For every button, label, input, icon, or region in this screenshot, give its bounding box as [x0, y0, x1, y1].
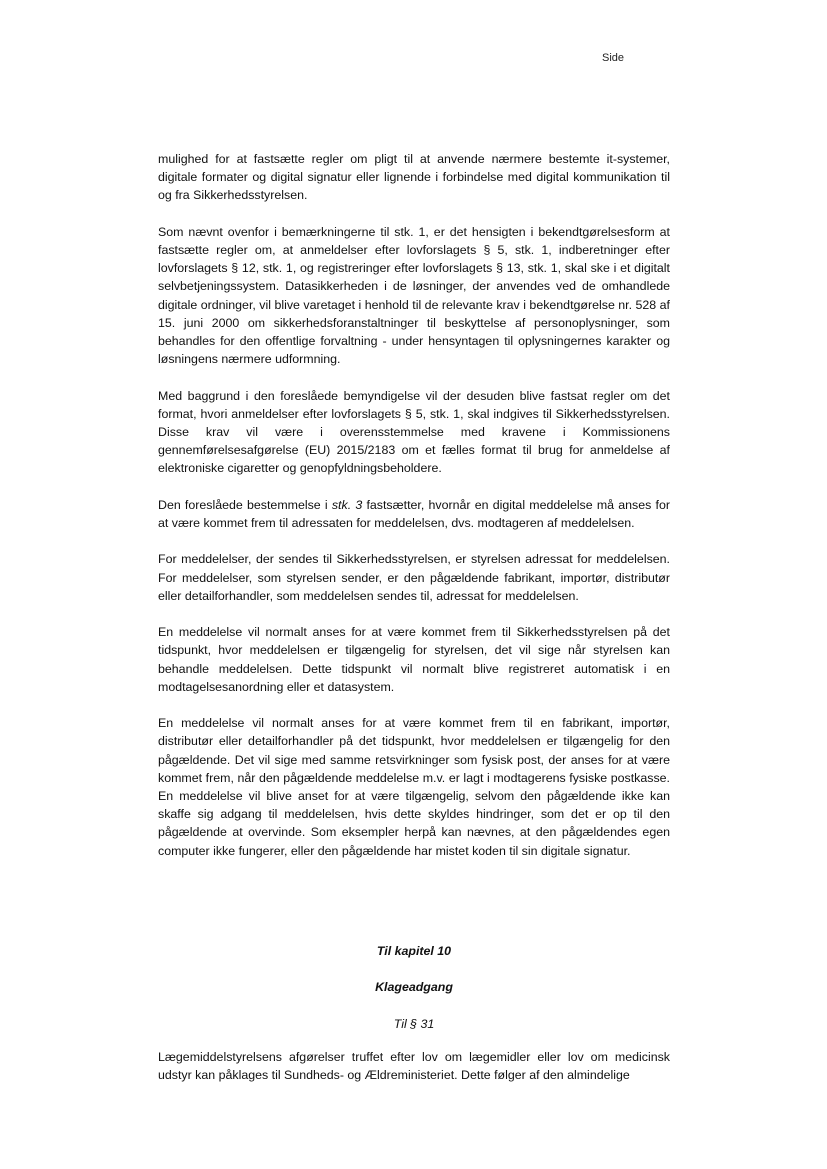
paragraph-4-start: Den foreslåede bestemmelse i [158, 497, 332, 512]
paragraph-3: Med baggrund i den foreslåede bemyndigelse vil der desuden blive fastsat regler om det format, hvori anmeldelser efter lovforslagets § 5, stk. 1, skal indgives til Sikkerhedsstyrelsen. Disse krav vil være i overensstemmelse med kravene i Kommissionens gennemførelsesafgørelse (EU) 2015/2183 om et fælles format til brug for anmeldelse af elektroniske cigaretter og genopfyldningsbeholdere. [158, 388, 670, 476]
paragraph-4-emphasis: stk. 3 [331, 497, 363, 512]
paragraph-4 [158, 496, 670, 532]
chapter-heading: Til kapitel 10 [376, 944, 452, 958]
paragraph-6: En meddelelse vil normalt anses for at være kommet frem til Sikkerhedsstyrelsen på det tidspunkt, hvor meddelelsen er tilgængelig for styrelsen, det vil sige når styrelsen kan behandle meddelelsen. Dette tidspunkt vil normalt blive registreret automatisk i en modtagelsesanordning eller et datasystem. [158, 625, 670, 694]
page-label: Side [602, 52, 625, 64]
paragraph-7: En meddelelse vil normalt anses for at være kommet frem til en fabrikant, importør, distributør eller detailforhandler på det tidspunkt, hvor meddelelsen er tilgængelig for den pågældende. Det vil sige med samme retsvirkninger som fysisk post, der anses for at være kommet frem, når den pågældende meddelelse m.v. er lagt i modtagerens fysiske postkasse. En meddelelse vil blive anset for at være tilgængelig, selvom den pågældende ikke kan skaffe sig adgang til meddelelsen, hvis dette skyldes hindringer, som det er op til den pågældende at overvinde. Som eksempler herpå kan nævnes, at den pågældendes egen computer ikke fungerer, eller den pågældende har mistet koden til sin digitale signatur. [158, 716, 670, 858]
paragraph-5: For meddelelser, der sendes til Sikkerhedsstyrelsen, er styrelsen adressat for meddelelsen. For meddelelser, som styrelsen sender, er den pågældende fabrikant, importør, distributør eller detailforhandler, som meddelelsen sendes til, adressat for meddelelsen. [158, 552, 670, 603]
paragraph-2: Som nævnt ovenfor i bemærkningerne til stk. 1, er det hensigten i bekendtgørelsesform at fastsætte regler om, at anmeldelser efter lovforslagets § 5, stk. 1, indberetninger efter lovforslagets § 12, stk. 1, og registreringer efter lovforslagets § 13, stk. 1, skal ske i et digitalt selvbetjeningssystem. Datasikkerheden i de løsninger, der anvendes ved de omhandlede digitale ordninger, vil blive varetaget i henhold til de relevante krav i bekendtgørelse nr. 528 af 15. juni 2000 om sikkerhedsforanstaltninger til beskyttelse af personoplysninger, som behandles for den offentlige forvaltning - under hensyntagen til oplysningernes karakter og løsningens nærmere udformning. [158, 224, 670, 367]
document-body [158, 150, 670, 860]
chapter-title: Klageadgang [375, 980, 453, 994]
paragraph-4-end: fastsætter, hvornår en digital meddelelse må anses for at være kommet frem til adressaten for meddelelsen, dvs. modtageren af meddelelsen. [158, 497, 670, 531]
paragraph-1: mulighed for at fastsætte regler om pligt til at anvende nærmere bestemte it-systemer, digitale formater og digital signatur eller lignende i forbindelse med digital kommunikation til og fra Sikkerhedsstyrelsen. [158, 152, 670, 203]
closing-paragraph: Lægemiddelstyrelsens afgørelser truffet efter lov om lægemidler eller lov om medicinsk udstyr kan påklages til Sundheds- og Ældreministeriet. Dette følger af den almindelige [158, 1050, 670, 1083]
paragraph-reference: Til § 31 [393, 1017, 435, 1031]
